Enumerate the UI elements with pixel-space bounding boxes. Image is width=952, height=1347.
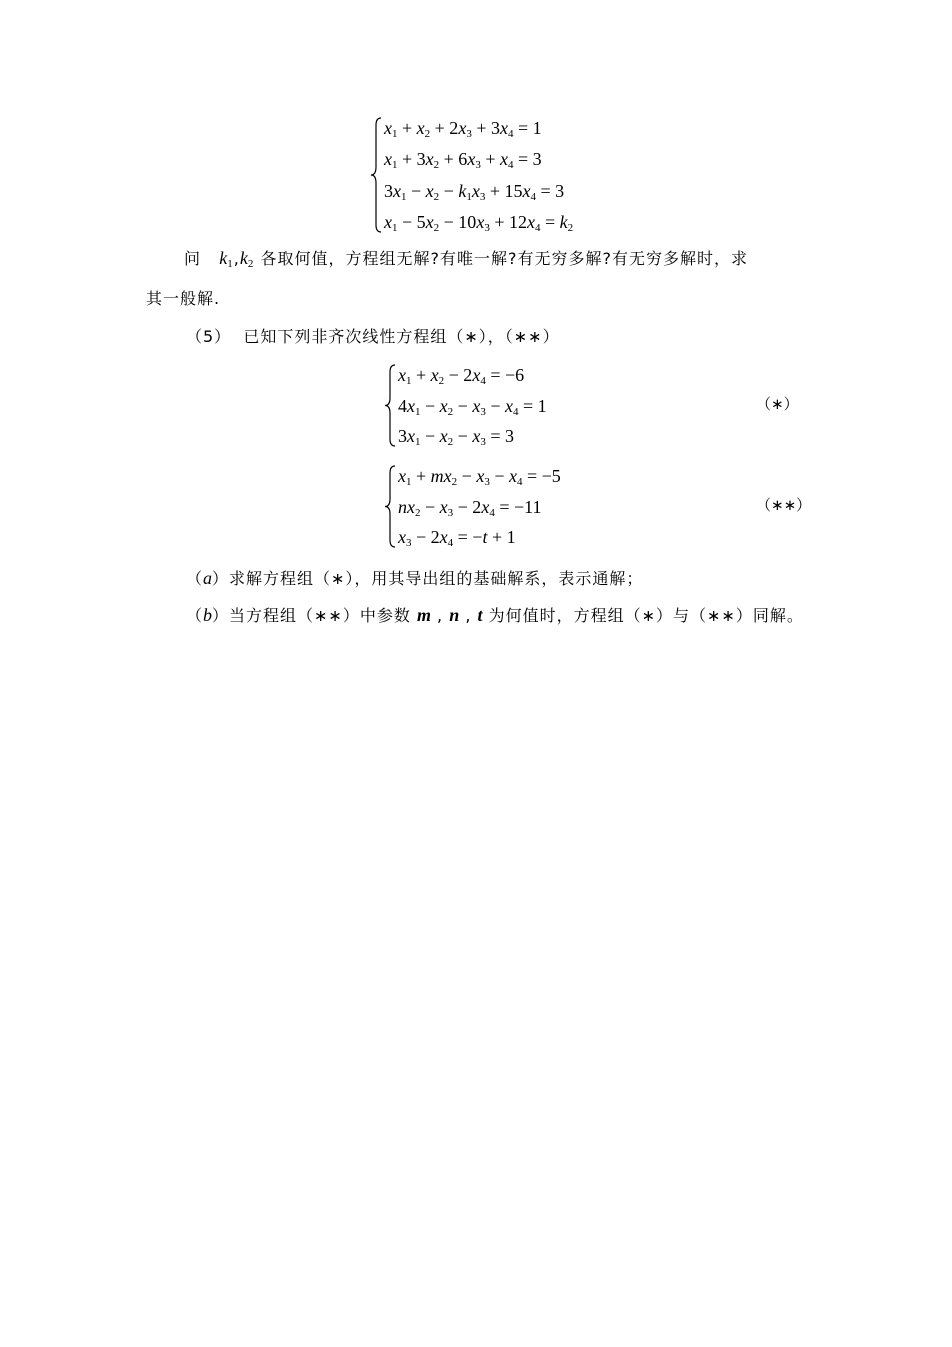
equation-system-1 [370,117,573,233]
part-b-text-2: 为何值时，方程组（∗）与（∗∗）同解。 [488,606,804,625]
question-prefix: 问 [184,249,202,268]
problem-intro: 已知下列非齐次线性方程组（∗），（∗∗） [243,327,560,346]
system1-eq2: $x_1 + 3x_2 + 6x_3 + x_4 = 3$ [384,149,542,172]
left-brace-icon [384,465,396,548]
equation-tag-double-star: （∗∗） [756,496,812,514]
param-sep-1: , [430,606,450,625]
left-brace-icon [384,364,396,447]
equation-system-double-star [384,465,561,548]
param-m: m [416,605,431,625]
part-b-open: （ [186,606,204,625]
part-a [186,566,643,591]
problem-5-heading [186,325,560,349]
problem-number: （5） [186,327,232,346]
system1-eq3: $3x_1 - x_2 - k_1x_3 + 15x_4 = 3$ [384,180,565,203]
param-sep-2: , [459,606,478,625]
system3-eq3: $x_3 - 2x_4 = -t + 1$ [398,527,516,549]
question-line-2: 其一般解. [146,289,221,308]
param-n: n [449,605,460,625]
part-a-letter: a [203,568,213,588]
system2-eq3: $3x_1 - x_2 - x_3 = 3$ [398,426,514,448]
part-b-text-1: ）当方程组（∗∗）中参数 [212,606,411,625]
system3-eq1: $x_1 + mx_2 - x_3 - x_4 = -5$ [398,466,561,488]
part-b [186,603,804,628]
question-line-1 [184,246,748,271]
part-b-letter: b [203,605,213,625]
equation-system-star [384,364,547,447]
left-brace-icon [370,117,382,233]
system2-eq2: $4x_1 - x_2 - x_3 - x_4 = 1$ [398,395,547,418]
equation-tag-star: （∗） [756,395,799,413]
question-line-1-text: 各取何值，方程组无解?有唯一解?有无穷多解?有无穷多解时，求 [260,249,748,268]
system2-eq1: $x_1 + x_2 - 2x_4 = -6$ [398,365,525,387]
question-params: $k_1,k_2$ [219,248,255,270]
system3-eq2: $nx_2 - x_3 - 2x_4 = -11$ [398,496,542,519]
system1-eq4: $x_1 - 5x_2 - 10x_3 + 12x_4 = k_2$ [384,211,574,234]
param-t: t [477,605,483,625]
system1-eq1: $x_1 + x_2 + 2x_3 + 3x_4 = 1$ [384,118,542,140]
part-a-text: ）求解方程组（∗），用其导出组的基础解系，表示通解； [212,569,644,588]
part-a-open: （ [186,569,204,588]
